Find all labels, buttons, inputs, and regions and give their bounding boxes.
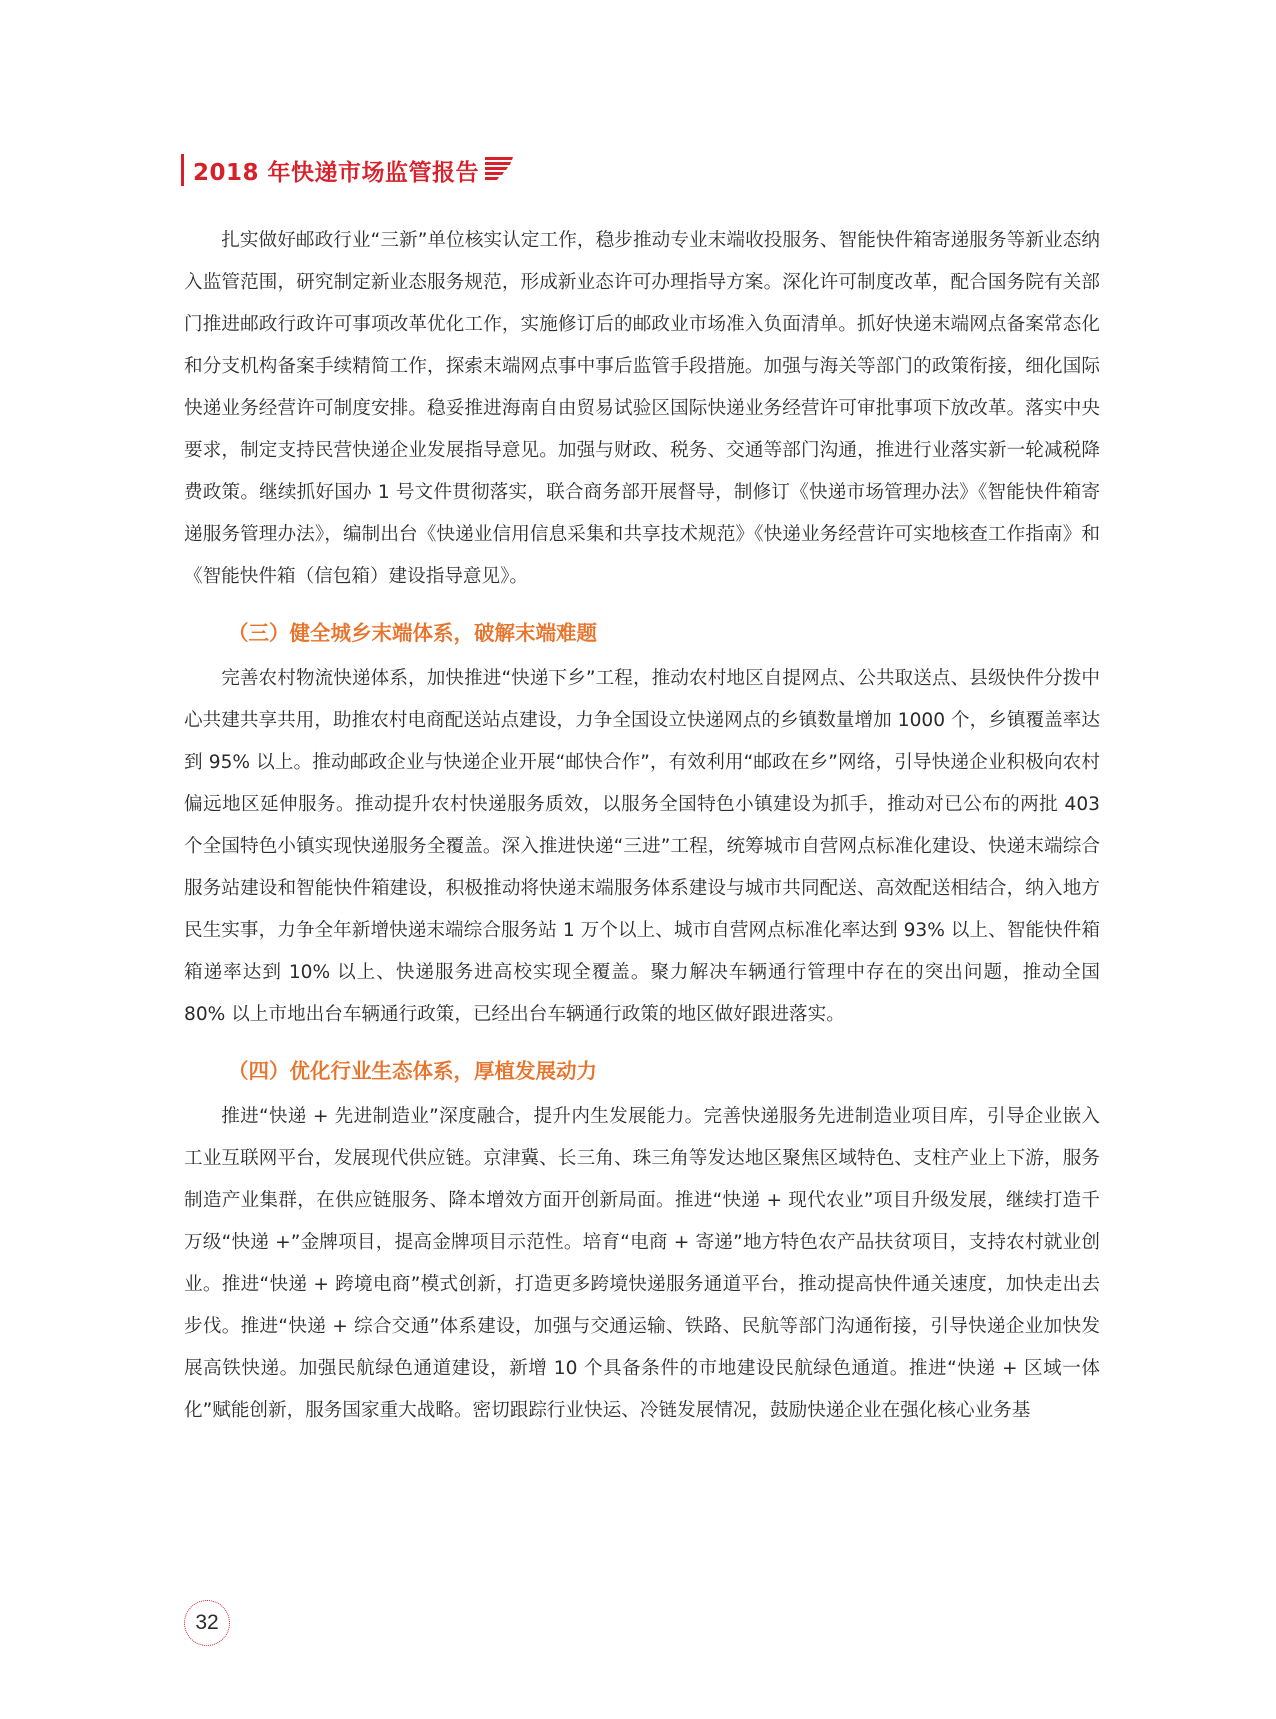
paragraph-industry-ecosystem: 推进“快递 + 先进制造业”深度融合，提升内生发展能力。完善快递服务先进制造业项目库，引导企业嵌入工业互联网平台，发展现代供应链。京津冀、长三角、珠三角等发达地区聚焦区域特色、支柱产业上下游，服务制造产业集群，在供应链服务、降本增效方面开创新局面。推进“快递 + 现代农业”项目升级发展，继续打造千万级“快递 +”金牌项目，提高金牌项目示范性。培育“电商 + 寄递”地方特色农产品扶贫项目，支持农村就业创业。推进“快递 + 跨境电商”模式创新，打造更多跨境快递服务通道平台，推动提高快件通关速度，加快走出去步伐。推进“快递 + 综合交通”体系建设，加强与交通运输、铁路、民航等部门沟通衔接，引导快递企业加快发展高铁快递。加强民航绿色通道建设，新增 10 个具备条件的市地建设民航绿色通道。推进“快递 + 区域一体化”赋能创新，服务国家重大战略。密切跟踪行业快运、冷链发展情况，鼓励快递企业在强化核心业务基 xyxy=(184,1106,1100,1421)
report-header xyxy=(181,152,513,188)
header-accent-bar xyxy=(181,154,184,186)
header-stripes-icon xyxy=(485,157,513,183)
document-body xyxy=(184,220,1100,1432)
section-heading-4: （四）优化行业生态体系，厚植发展动力 xyxy=(228,1059,597,1083)
section-heading-3: （三）健全城乡末端体系，破解末端难题 xyxy=(228,621,597,645)
paragraph-licensing-reform: 扎实做好邮政行业“三新”单位核实认定工作，稳步推动专业末端收投服务、智能快件箱寄递服务等新业态纳入监管范围，研究制定新业态服务规范，形成新业态许可办理指导方案。深化许可制度改革，配合国务院有关部门推进邮政行政许可事项改革优化工作，实施修订后的邮政业市场准入负面清单。抓好快递末端网点备案常态化和分支机构备案手续精简工作，探索末端网点事中事后监管手段措施。加强与海关等部门的政策衔接，细化国际快递业务经营许可制度安排。稳妥推进海南自由贸易试验区国际快递业务经营许可审批事项下放改革。落实中央要求，制定支持民营快递企业发展指导意见。加强与财政、税务、交通等部门沟通，推进行业落实新一轮减税降费政策。继续抓好国办 1 号文件贯彻落实，联合商务部开展督导，制修订《快递市场管理办法》《智能快件箱寄递服务管理办法》，编制出台《快递业信用信息采集和共享技术规范》《快递业务经营许可实地核查工作指南》和《智能快件箱（信包箱）建设指导意见》。 xyxy=(184,230,1100,587)
page-number: 32 xyxy=(184,1600,230,1646)
paragraph-rural-urban-terminal: 完善农村物流快递体系，加快推进“快递下乡”工程，推动农村地区自提网点、公共取送点、县级快件分拨中心共建共享共用，助推农村电商配送站点建设，力争全国设立快递网点的乡镇数量增加 1000 个，乡镇覆盖率达到 95% 以上。推动邮政企业与快递企业开展“邮快合作”，有效利用“邮政在乡”网络，引导快递企业积极向农村偏远地区延伸服务。推动提升农村快递服务质效，以服务全国特色小镇建设为抓手，推动对已公布的两批 403 个全国特色小镇实现快递服务全覆盖。深入推进快递“三进”工程，统筹城市自营网点标准化建设、快递末端综合服务站建设和智能快件箱建设，积极推动将快递末端服务体系建设与城市共同配送、高效配送相结合，纳入地方民生实事，力争全年新增快递末端综合服务站 1 万个以上、城市自营网点标准化率达到 93% 以上、智能快件箱箱递率达到 10% 以上、快递服务进高校实现全覆盖。聚力解决车辆通行管理中存在的突出问题，推动全国 80% 以上市地出台车辆通行政策，已经出台车辆通行政策的地区做好跟进落实。 xyxy=(184,668,1100,1025)
report-title: 2018 年快递市场监管报告 xyxy=(193,159,480,186)
